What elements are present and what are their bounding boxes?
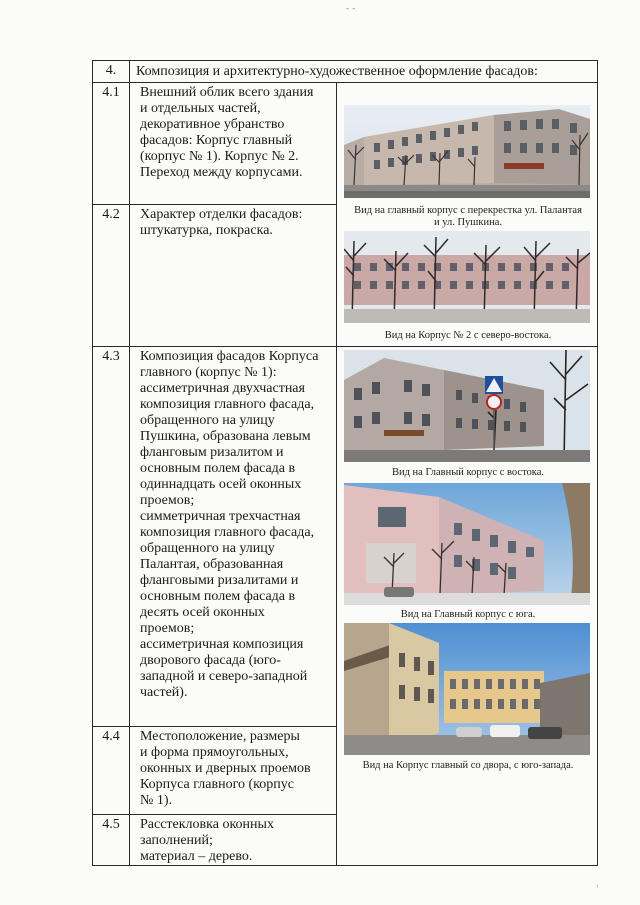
text-line: композиция главного фасада,: [140, 525, 315, 540]
caption-photo-4: [337, 609, 599, 621]
text-line: материал – дерево.: [140, 849, 253, 864]
text-line: декоративное убранство: [140, 117, 285, 132]
text-line: Внешний облик всего здания: [140, 85, 314, 100]
row-number: 4.4: [93, 727, 130, 815]
text-line: Местоположение, размеры: [140, 729, 300, 744]
text-line: фасадов: Корпус главный: [140, 133, 293, 148]
text-line: Пушкина, образована левым: [140, 429, 311, 444]
caption-line: Вид на Корпус главный со двора, с юго-запада.: [362, 760, 574, 771]
caption-line: и ул. Пушкина.: [433, 217, 503, 228]
text-line: № 1).: [140, 793, 173, 808]
header-title: Композиция и архитектурно-художественное оформление фасадов:: [130, 61, 598, 83]
caption-photo-5: [337, 760, 599, 772]
row-text: [130, 205, 337, 347]
bottom-scan-mark: ·: [596, 882, 599, 892]
text-line: (корпус № 1). Корпус № 2.: [140, 149, 299, 164]
text-line: частей).: [140, 685, 188, 700]
row-number: 4.5: [93, 815, 130, 866]
text-line: обращенного на улицу: [140, 541, 275, 556]
text-line: десять осей оконных: [140, 605, 265, 620]
text-line: симметричная трехчастная: [140, 509, 301, 524]
text-line: оконных и дверных проемов: [140, 761, 311, 776]
text-line: обращенного на улицу: [140, 413, 275, 428]
text-line: Корпуса главного (корпус: [140, 777, 294, 792]
photo-main-building-south: [344, 483, 590, 605]
table-header-row: [93, 61, 598, 83]
text-line: заполнений;: [140, 833, 213, 848]
row-text: [130, 347, 337, 727]
text-line: штукатурка, покраска.: [140, 223, 273, 238]
caption-line: Вид на Корпус № 2 с северо-востока.: [384, 330, 552, 341]
text-line: одиннадцать осей оконных: [140, 477, 302, 492]
text-line: Композиция фасадов Корпуса: [140, 349, 319, 364]
row-text: [130, 815, 337, 866]
text-line: и форма прямоугольных,: [140, 745, 289, 760]
text-line: проемов;: [140, 493, 195, 508]
facade-table: [92, 60, 598, 866]
text-line: фланговыми ризалитами и: [140, 573, 299, 588]
text-line: композиция главного фасада,: [140, 397, 315, 412]
table-row: [93, 83, 598, 205]
text-line: Расстекловка оконных: [140, 817, 274, 832]
row-text: [130, 83, 337, 205]
text-line: дворового фасада (юго-: [140, 653, 281, 668]
table-row: [93, 347, 598, 727]
text-line: и отдельных частей,: [140, 101, 261, 116]
text-line: проемов;: [140, 621, 195, 636]
text-line: Переход между корпусами.: [140, 165, 303, 180]
text-line: фланговым ризалитом и: [140, 445, 284, 460]
caption-line: Вид на Главный корпус с востока.: [391, 467, 545, 478]
top-scan-mark: - -: [346, 4, 356, 14]
caption-photo-3: [337, 467, 599, 479]
row-number: 4.2: [93, 205, 130, 347]
row-number: 4.1: [93, 83, 130, 205]
text-line: ассиметричная композиция: [140, 637, 304, 652]
text-line: ассиметричная двухчастная: [140, 381, 305, 396]
row-text: [130, 727, 337, 815]
text-line: основным полем фасада в: [140, 589, 296, 604]
caption-line: Вид на главный корпус с перекрестка ул. Палантая: [354, 205, 582, 216]
text-line: главного (корпус № 1):: [140, 365, 277, 380]
caption-photo-2: [337, 330, 599, 342]
photo-main-building-courtyard: [344, 623, 590, 755]
caption-photo-1: [337, 205, 599, 229]
header-number: 4.: [93, 61, 130, 83]
text-line: Палантая, образованная: [140, 557, 284, 572]
photos-cell-bottom: [337, 347, 598, 866]
photo-main-building-crossroads: [344, 105, 590, 198]
photo-main-building-east: [344, 350, 590, 462]
text-line: Характер отделки фасадов:: [140, 207, 303, 222]
caption-line: Вид на Главный корпус с юга.: [400, 609, 536, 620]
row-number: 4.3: [93, 347, 130, 727]
photo-building-2-northeast: [344, 231, 590, 323]
text-line: основным полем фасада в: [140, 461, 296, 476]
text-line: западной и северо-западной: [140, 669, 308, 684]
photos-cell-top: [337, 83, 598, 347]
